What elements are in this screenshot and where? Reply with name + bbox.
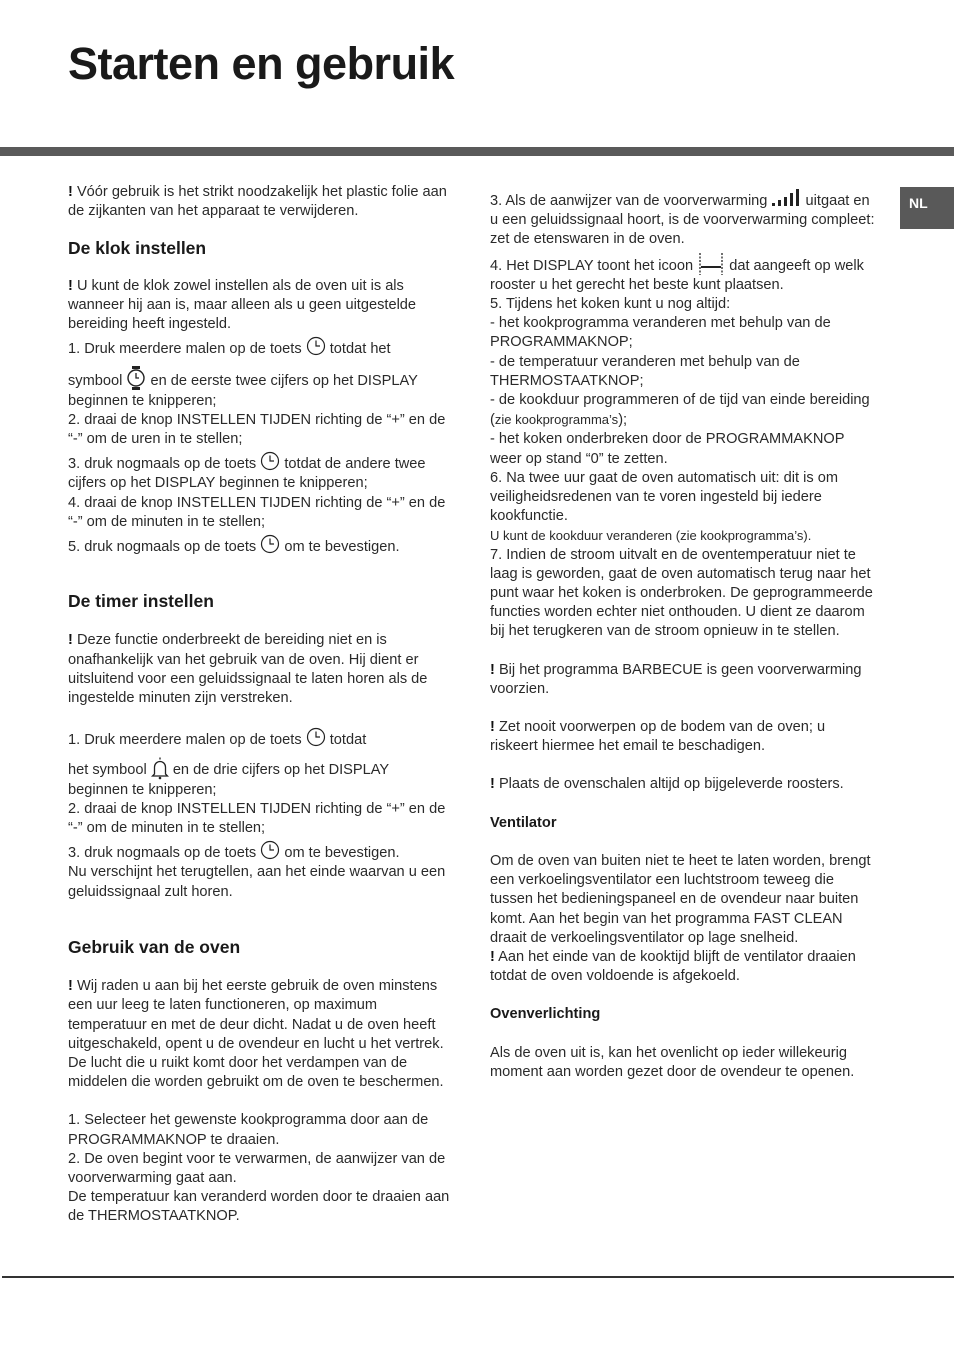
clock-step-1b: symbool en de eerste twee cijfers op het DISPLAY beginnen te knipperen;	[68, 365, 450, 410]
racks-note: ! Plaats de ovenschalen altijd op bijgeleverde roosters.	[490, 776, 844, 793]
usage-step-2b: De temperatuur kan veranderd worden door te draaien aan de THERMOSTAATKNOP.	[68, 1189, 450, 1225]
timer-step-3: 3. druk nogmaals op de toets om te bevestigen.	[68, 840, 450, 863]
clock-key-icon	[306, 336, 326, 356]
page-title: Starten en gebruik	[68, 38, 455, 89]
usage-step-6b: U kunt de kookduur veranderen (zie kookprogramma’s).	[490, 528, 812, 544]
timer-note: ! Deze functie onderbreekt de bereiding niet en is onafhankelijk van het gebruik van de oven. Hij dient er uitsluitend voor een geluidssignaal te laten horen als de ingestelde minuten zijn verstreken.	[68, 632, 428, 707]
rack-level-icon	[697, 252, 725, 276]
clock-key-icon	[260, 534, 280, 554]
timer-step-2: 2. draai de knop INSTELLEN TIJDEN richting de “+” en de “-” om de minuten in te stellen;	[68, 800, 446, 837]
top-divider	[0, 147, 954, 156]
clock-symbol-icon	[126, 365, 146, 391]
right-column	[490, 188, 875, 1082]
light-text: Als de oven uit is, kan het ovenlicht op ieder willekeurig moment aan worden gezet door de ovendeur te openen.	[490, 1044, 855, 1080]
clock-heading: De klok instellen	[68, 238, 207, 259]
timer-step-1b: het symbool en de drie cijfers op het DISPLAY beginnen te knipperen;	[68, 756, 450, 799]
clock-step-4: 4. draai de knop INSTELLEN TIJDEN richting de “+” en de “-” om de minuten in te stellen;	[68, 494, 446, 530]
bottom-divider	[2, 1276, 954, 1278]
usage-heading: Gebruik van de oven	[68, 936, 241, 957]
clock-key-icon	[260, 840, 280, 860]
light-heading: Ovenverlichting	[490, 1006, 601, 1023]
clock-key-icon	[260, 451, 280, 471]
usage-step-5: 5. Tijdens het koken kunt u nog altijd:	[490, 296, 731, 313]
timer-step-1: 1. Druk meerdere malen op de toets totdat	[68, 727, 450, 750]
usage-step-4: 4. Het DISPLAY toont het icoon dat aangeeft op welk rooster u het gerecht het beste kunt plaatsen.	[490, 252, 875, 295]
usage-step-2: 2. De oven begint voor te verwarmen, de aanwijzer van de voorverwarming gaat aan.	[68, 1150, 446, 1186]
barbecue-note: ! Bij het programma BARBECUE is geen voorverwarming voorzien.	[490, 661, 862, 697]
left-column	[68, 183, 450, 1227]
usage-step-1: 1. Selecteer het gewenste kookprogramma door aan de PROGRAMMAKNOP te draaien.	[68, 1112, 429, 1148]
usage-step-3: 3. Als de aanwijzer van de voorverwarming uitgaat en u een geluidssignaal hoort, is de voorverwarming compleet: zet de etenswaren in de oven.	[490, 188, 875, 250]
usage-step-6: 6. Na twee uur gaat de oven automatisch uit: dit is om veiligheidsredenen van te voren ingesteld bij iedere kookfunctie.	[490, 469, 839, 525]
preheat-indicator-icon	[771, 188, 801, 208]
timer-heading: De timer instellen	[68, 591, 214, 612]
ventilator-note: ! Aan het einde van de kooktijd blijft de ventilator draaien totdat de oven voldoende is afgekoeld.	[490, 948, 856, 985]
clock-key-icon	[306, 727, 326, 747]
oven-bottom-note: ! Zet nooit voorwerpen op de bodem van de oven; u riskeert hiermee het email te beschadigen.	[490, 719, 826, 755]
usage-note: ! Wij raden u aan bij het eerste gebruik de oven minstens een uur leeg te laten functioneren, op maximum temperatuur en met de deur dicht. Nadat u de oven heeft uitgeschakeld, opent u de ovendeur en lucht u het vertrek. De lucht die u ruikt komt door het verdampen van de middelen die worden gebruikt om de oven te beschermen.	[68, 978, 444, 1091]
ventilator-heading: Ventilator	[490, 814, 557, 831]
usage-bullet-1: - het kookprogramma veranderen met behulp van de PROGRAMMAKNOP;	[490, 315, 831, 351]
usage-bullet-2: - de temperatuur veranderen met behulp van de THERMOSTAATKNOP;	[490, 353, 800, 389]
usage-step-7: 7. Indien de stroom uitvalt en de oventemperatuur niet te laag is geworden, gaat de oven automatisch terug naar het punt waar het koken is onderbroken. De geprogrammeerde functies worden echter niet onthouden. U dient ze daarom bij het terugkeren van de stroom opnieuw in te stellen.	[490, 546, 873, 640]
intro-note: ! Vóór gebruik is het strikt noodzakelijk het plastic folie aan de zijkanten van het apparaat te verwijderen.	[68, 184, 447, 220]
clock-step-1: 1. Druk meerdere malen op de toets totdat het	[68, 336, 450, 359]
bell-icon	[151, 756, 169, 780]
clock-step-5: 5. druk nogmaals op de toets om te bevestigen.	[68, 534, 450, 557]
clock-step-3: 3. druk nogmaals op de toets totdat de andere twee cijfers op het DISPLAY beginnen te knipperen;	[68, 451, 450, 493]
language-tab: NL	[900, 187, 954, 229]
usage-bullet-4: - het koken onderbreken door de PROGRAMMAKNOP weer op stand “0” te zetten.	[490, 431, 845, 467]
clock-step-2: 2. draai de knop INSTELLEN TIJDEN richting de “+” en de “-” om de uren in te stellen;	[68, 411, 446, 448]
ventilator-text: Om de oven van buiten niet te heet te laten worden, brengt een verkoelingsventilator een luchtstroom teweeg die tussen het bedieningspaneel en de ovendeur naar buiten komt. Aan het begin van het programma FAST CLEAN draait de verkoelingsventilator op lage snelheid.	[490, 852, 871, 946]
clock-note: ! U kunt de klok zowel instellen als de oven uit is als wanneer hij aan is, maar alleen als u geen uitgestelde bereiding heeft ingesteld.	[68, 277, 417, 333]
timer-step-3-info: Nu verschijnt het terugtellen, aan het einde waarvan u een geluidssignaal zult horen.	[68, 864, 446, 900]
usage-bullet-3: - de kookduur programmeren of de tijd van einde bereiding (zie kookprogramma’s);	[490, 392, 870, 429]
